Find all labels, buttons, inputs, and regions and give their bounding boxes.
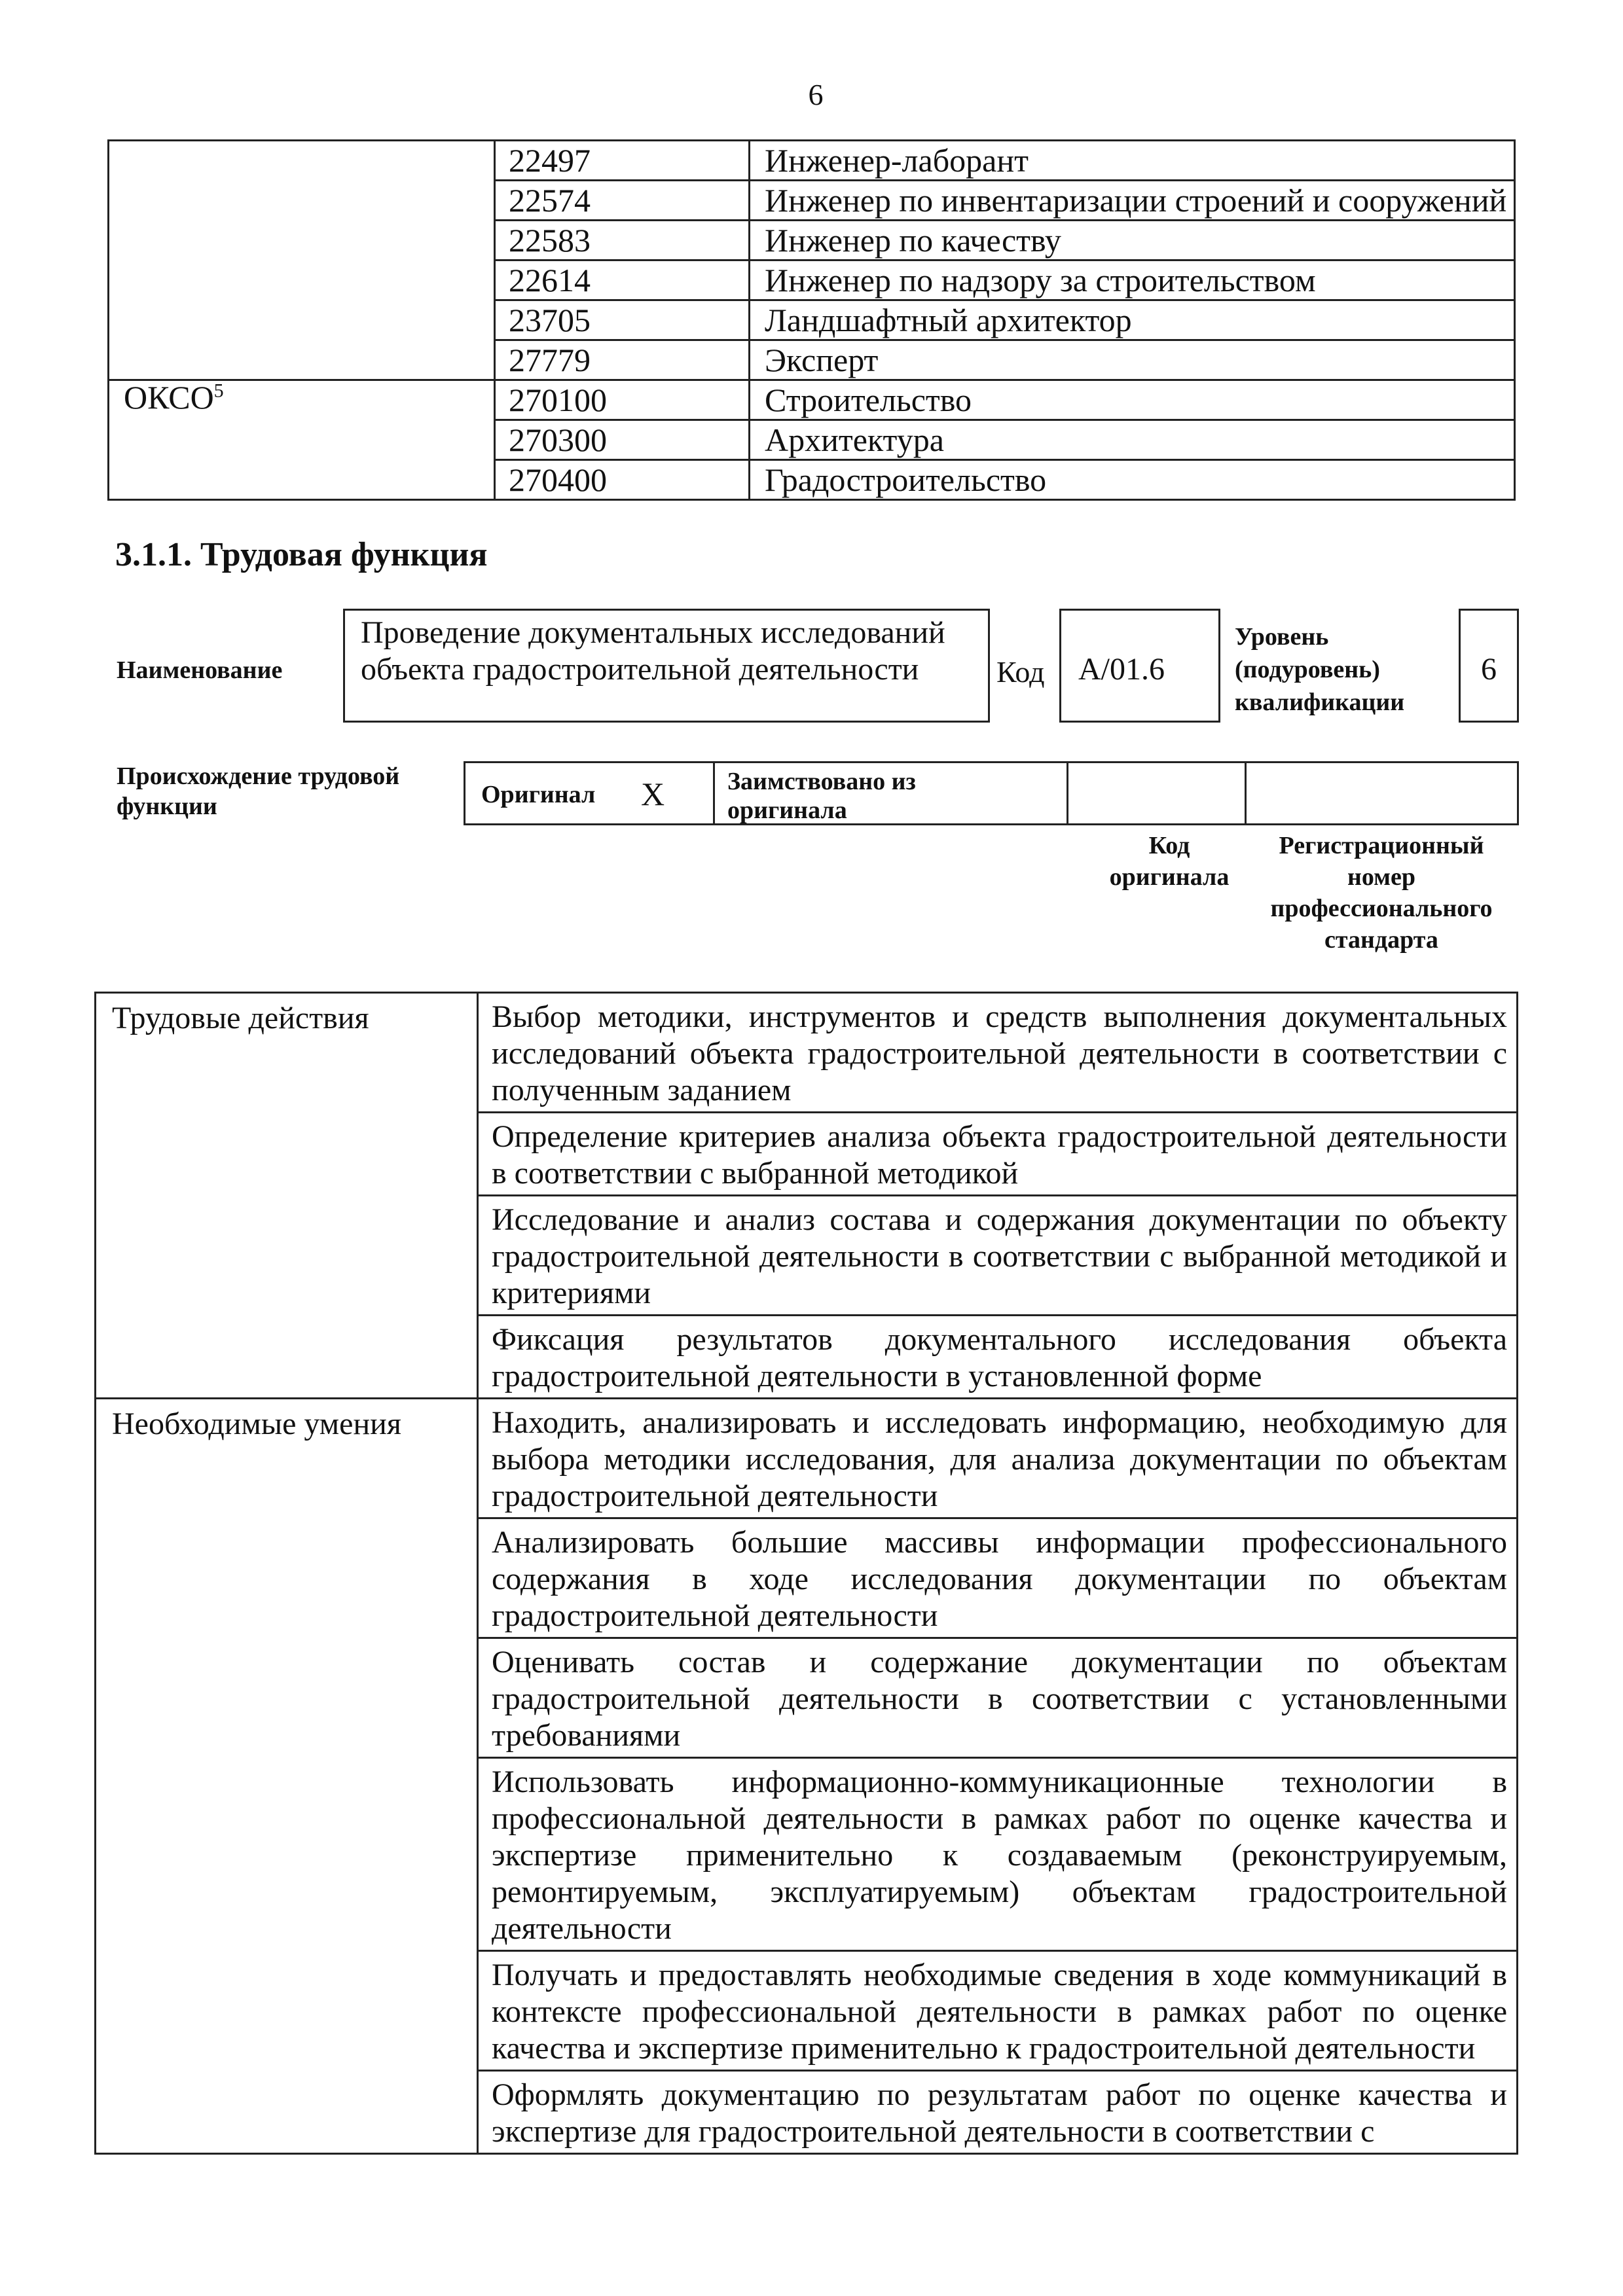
code-original-caption — [1071, 830, 1267, 893]
code-cell: 23705 — [495, 300, 750, 340]
divider — [1245, 763, 1247, 823]
code-cell: 22497 — [495, 141, 750, 181]
caption-line: профессионального — [1270, 895, 1493, 922]
action-cell: Определение критериев анализа объекта градостроительной деятельности в соответствии с выбранной методикой — [478, 1113, 1518, 1196]
skill-cell: Оценивать состав и содержание документации по объектам градостроительной деятельности в соответствии с установленными требованиями — [478, 1638, 1518, 1758]
skill-cell: Получать и предоставлять необходимые сведения в ходе коммуникаций в контексте профессиональной деятельности в рамках работ по оценке качества и экспертизе применительно к градостроительной деятельности — [478, 1951, 1518, 2071]
caption-line: Регистрационный — [1279, 832, 1484, 859]
divider — [713, 763, 715, 823]
skill-cell: Анализировать большие массивы информации профессионального содержания в ходе исследования документации по объектам градостроительной деятельности — [478, 1518, 1518, 1638]
name-cell: Градостроительство — [750, 460, 1515, 500]
skill-cell: Находить, анализировать и исследовать информацию, необходимую для выбора методики исследования, для анализа документации по объектам градостроительной деятельности — [478, 1399, 1518, 1518]
caption-line: стандарта — [1324, 926, 1438, 954]
footnote-ref: 5 — [213, 380, 224, 402]
section-title: 3.1.1. Трудовая функция — [115, 536, 488, 573]
borrowed-label: Заимствовано из оригинала — [727, 768, 916, 824]
name-cell: Строительство — [750, 380, 1515, 420]
level-label-line: квалификации — [1235, 689, 1405, 716]
action-cell: Фиксация результатов документального исследования объекта градостроительной деятельности в установленной форме — [478, 1316, 1518, 1399]
level-label-line: (подуровень) — [1235, 656, 1380, 683]
actions-label: Трудовые действия — [96, 993, 478, 1399]
skill-cell: Использовать информационно-коммуникационные технологии в профессиональной деятельности в рамках работ по оценке качества и экспертизе применительно к создаваемым (реконструируемым, ремонтируемым, эксплуатируемым) объектам градостроительной деятельности — [478, 1758, 1518, 1951]
original-label: Оригинал — [481, 781, 596, 808]
name-cell: Ландшафтный архитектор — [750, 300, 1515, 340]
name-cell: Эксперт — [750, 340, 1515, 380]
skills-label: Необходимые умения — [96, 1399, 478, 2154]
codes-table — [107, 139, 1516, 501]
name-cell: Архитектура — [750, 420, 1515, 460]
name-cell: Инженер по надзору за строительством — [750, 260, 1515, 300]
level-box — [1459, 609, 1519, 723]
original-mark: X — [641, 776, 665, 812]
caption-line: номер — [1347, 863, 1416, 891]
function-code-box — [1059, 609, 1220, 723]
code-cell: 270300 — [495, 420, 750, 460]
divider — [1067, 763, 1068, 823]
main-table — [94, 992, 1518, 2155]
origin-box — [464, 761, 1519, 825]
name-cell: Инженер по качеству — [750, 221, 1515, 260]
table-row — [109, 380, 1515, 420]
code-cell: 22574 — [495, 181, 750, 221]
code-cell: 22614 — [495, 260, 750, 300]
code-cell: 270100 — [495, 380, 750, 420]
level-value: 6 — [1481, 652, 1497, 687]
reg-number-caption — [1244, 830, 1519, 956]
table-row — [96, 993, 1518, 1113]
skill-cell: Оформлять документацию по результатам работ по оценке качества и экспертизе для градостроительной деятельности в соответствии с — [478, 2071, 1518, 2154]
function-name-value: Проведение документальных исследований объекта градостроительной деятельности — [361, 615, 945, 687]
table-row — [109, 141, 1515, 181]
caption-line: Код — [1148, 832, 1190, 859]
level-label-line: Уровень — [1235, 623, 1329, 651]
name-cell: Инженер-лаборант — [750, 141, 1515, 181]
origin-label: Происхождение трудовой функции — [117, 762, 400, 820]
table-row — [96, 1399, 1518, 1518]
okso-group-cell — [109, 380, 495, 500]
name-cell: Инженер по инвентаризации строений и сооружений — [750, 181, 1515, 221]
function-code-value: A/01.6 — [1078, 652, 1165, 687]
code-cell: 270400 — [495, 460, 750, 500]
name-label: Наименование — [117, 656, 283, 684]
code-cell: 22583 — [495, 221, 750, 260]
function-name-box — [343, 609, 990, 723]
action-cell: Исследование и анализ состава и содержания документации по объекту градостроительной деятельности в соответствии с выбранной методикой и критериями — [478, 1196, 1518, 1316]
caption-line: оригинала — [1109, 863, 1230, 891]
empty-group-cell — [109, 141, 495, 380]
level-label — [1235, 620, 1404, 719]
okso-label: ОКСО — [124, 379, 214, 416]
page-number: 6 — [808, 78, 824, 111]
action-cell: Выбор методики, инструментов и средств выполнения документальных исследований объекта градостроительной деятельности в соответствии с полученным заданием — [478, 993, 1518, 1113]
code-label: Код — [996, 655, 1045, 689]
code-cell: 27779 — [495, 340, 750, 380]
